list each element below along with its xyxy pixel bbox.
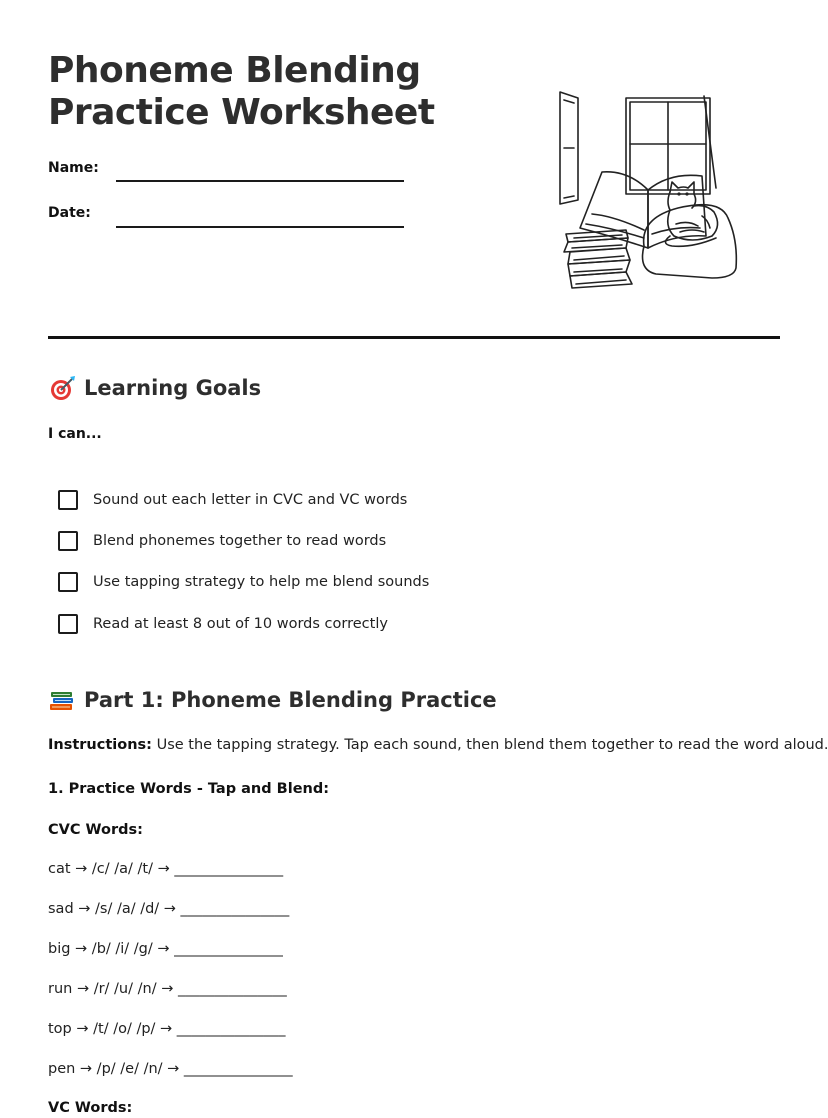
goal-item[interactable] [58, 529, 386, 553]
practice-word-row[interactable]: cat → /c/ /a/ /t/ → _______________ [48, 861, 284, 877]
target-dart-icon [48, 374, 76, 402]
goal-item[interactable] [58, 612, 388, 636]
part1-title: Part 1: Phoneme Blending Practice [84, 688, 497, 712]
goal-checkbox[interactable] [58, 531, 78, 551]
instructions-text: Use the tapping strategy. Tap each sound, then blend them together to read the word aloud. [151, 737, 828, 753]
goal-checkbox[interactable] [58, 614, 78, 634]
practice-word-row[interactable]: run → /r/ /u/ /n/ → _______________ [48, 981, 287, 997]
worksheet-title [48, 50, 468, 134]
name-field[interactable] [116, 180, 404, 182]
part1-heading [48, 686, 497, 714]
practice-word-row[interactable]: pen → /p/ /e/ /n/ → _______________ [48, 1061, 293, 1077]
books-icon [48, 686, 76, 714]
date-label: Date: [48, 205, 91, 221]
title-line-2: Practice Worksheet [48, 92, 435, 133]
instructions [48, 737, 828, 753]
goal-label: Use tapping strategy to help me blend sounds [93, 574, 430, 590]
goal-checkbox[interactable] [58, 572, 78, 592]
vc-words-heading: VC Words: [48, 1100, 133, 1116]
name-label: Name: [48, 160, 99, 176]
goal-label: Blend phonemes together to read words [93, 533, 387, 549]
title-line-1: Phoneme Blending [48, 50, 421, 91]
learning-goals-title: Learning Goals [84, 376, 262, 400]
section-divider [48, 336, 780, 339]
practice-word-row[interactable]: top → /t/ /o/ /p/ → _______________ [48, 1021, 286, 1037]
practice-word-row[interactable]: sad → /s/ /a/ /d/ → _______________ [48, 901, 290, 917]
goal-checkbox[interactable] [58, 490, 78, 510]
instructions-label: Instructions: [48, 737, 152, 753]
reading-cat-books-illustration [552, 88, 742, 292]
date-field[interactable] [116, 226, 404, 228]
practice-words-heading: 1. Practice Words - Tap and Blend: [48, 781, 330, 797]
practice-word-row[interactable]: big → /b/ /i/ /g/ → _______________ [48, 941, 283, 957]
cvc-words-heading: CVC Words: [48, 822, 143, 838]
goal-item[interactable] [58, 488, 407, 512]
learning-goals-heading [48, 374, 261, 402]
goal-label: Sound out each letter in CVC and VC words [93, 492, 408, 508]
goal-label: Read at least 8 out of 10 words correctly [93, 616, 388, 632]
goal-item[interactable] [58, 570, 429, 594]
goals-intro: I can... [48, 426, 102, 442]
